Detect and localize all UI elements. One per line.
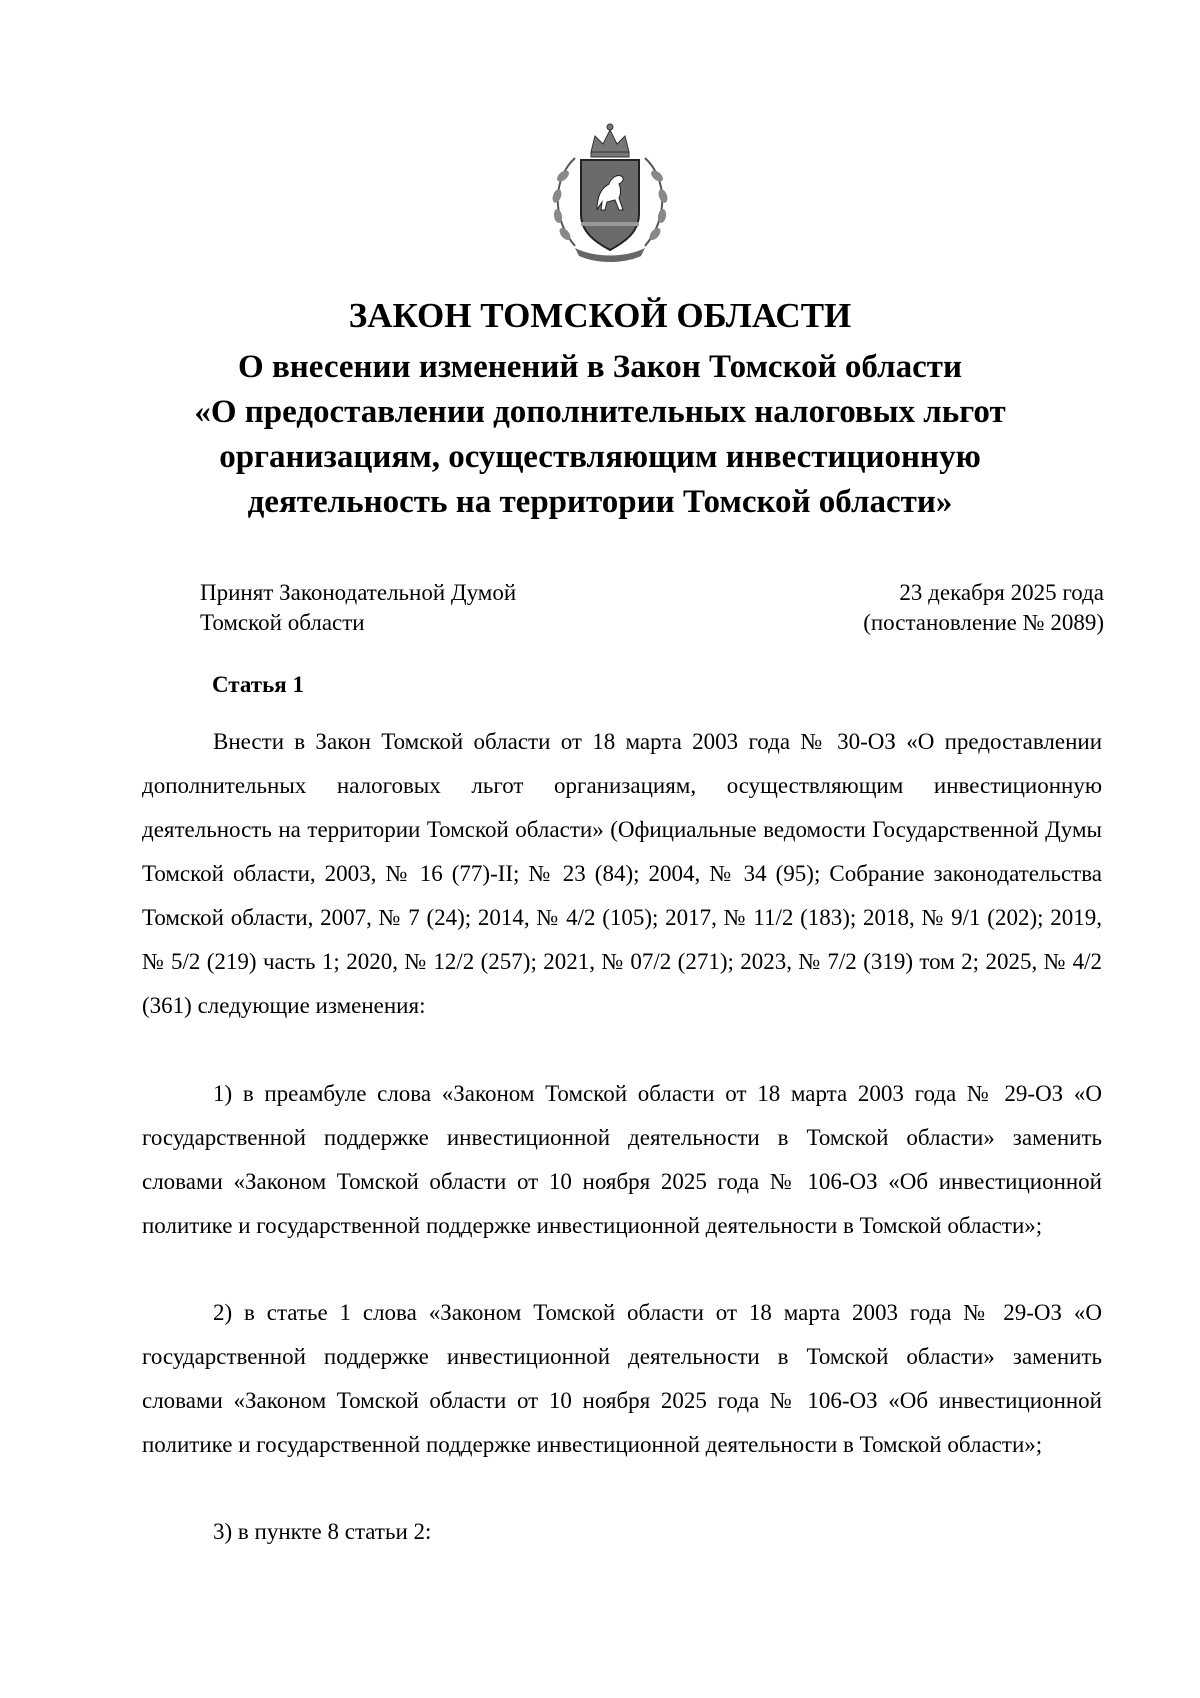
title-block <box>100 293 1100 525</box>
article-heading: Статья 1 <box>212 672 304 697</box>
law-title: ЗАКОН ТОМСКОЙ ОБЛАСТИ <box>348 296 852 335</box>
law-subtitle-line-1: О внесении изменений в Закон Томской области <box>238 349 962 385</box>
adoption-date-line: 23 декабря 2025 года <box>899 580 1104 605</box>
adopted-by-line-1: Принят Законодательной Думой <box>200 580 517 605</box>
article-paragraph-item-2: 2) в статье 1 слова «Законом Томской области от 18 марта 2003 года № 29-ОЗ «О государственной поддержке инвестиционной деятельности в Томской области» заменить словами «Законом Томской области от 10 ноября 2025 года № 106-ОЗ «Об инвестиционной политике и государственной поддержке инвестиционной деятельности в Томской области»; <box>142 1300 1102 1457</box>
law-subtitle-line-2: «О предоставлении дополнительных налоговых льгот <box>194 394 1006 430</box>
article-paragraph-item-1: 1) в преамбуле слова «Законом Томской области от 18 марта 2003 года № 29-ОЗ «О государственной поддержке инвестиционной деятельности в Томской области» заменить словами «Законом Томской области от 10 ноября 2025 года № 106-ОЗ «Об инвестиционной политике и государственной поддержке инвестиционной деятельности в Томской области»; <box>142 1081 1102 1238</box>
tomsk-coat-of-arms-icon <box>545 118 675 268</box>
law-subtitle-line-3: организациям, осуществляющим инвестиционную <box>219 439 981 475</box>
adopted-by-line-2: Томской области <box>200 610 365 635</box>
law-subtitle-line-4: деятельность на территории Томской области» <box>247 484 953 520</box>
adopted-by <box>200 578 516 638</box>
article-paragraph-item-3: 3) в пункте 8 статьи 2: <box>213 1519 432 1544</box>
resolution-number: (постановление № 2089) <box>863 610 1104 635</box>
adoption-date <box>780 578 1104 638</box>
article-paragraph-intro: Внести в Закон Томской области от 18 марта 2003 года № 30-ОЗ «О предоставлении дополнительных налоговых льгот организациям, осуществляющим инвестиционную деятельность на территории Томской области» (Официальные ведомости Государственной Думы Томской области, 2003, № 16 (77)-II; № 23 (84); 2004, № 34 (95); Собрание законодательства Томской области, 2007, № 7 (24); 2014, № 4/2 (105); 2017, № 11/2 (183); 2018, № 9/1 (202); 2019, № 5/2 (219) часть 1; 2020, № 12/2 (257); 2021, № 07/2 (271); 2023, № 7/2 (319) том 2; 2025, № 4/2 (361) следующие изменения: <box>142 729 1102 1018</box>
